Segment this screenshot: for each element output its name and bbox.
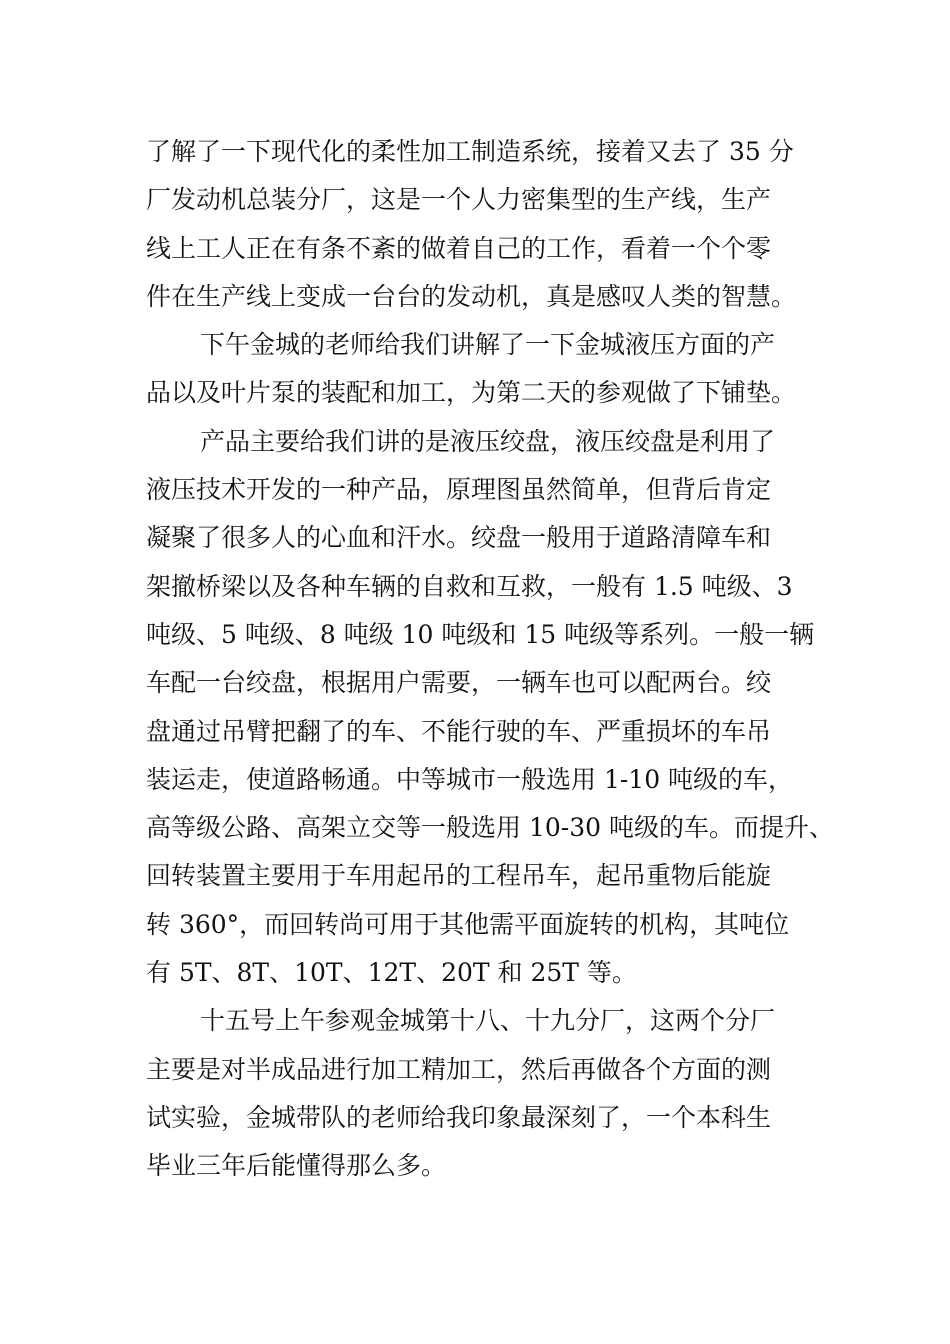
text-line: 试实验，金城带队的老师给我印象最深刻了，一个本科生 xyxy=(146,1102,772,1132)
text-line: 有 5T、8T、10T、12T、20T 和 25T 等。 xyxy=(146,958,637,988)
text-line: 转 360°，而回转尚可用于其他需平面旋转的机构，其吨位 xyxy=(146,909,790,939)
document-body xyxy=(146,128,834,1191)
paragraph-4 xyxy=(146,997,808,1190)
text-line: 十五号上午参观金城第十八、十九分厂，这两个分厂 xyxy=(200,1006,776,1036)
text-line: 凝聚了很多人的心血和汗水。绞盘一般用于道路清障车和 xyxy=(146,523,772,553)
paragraph-3 xyxy=(146,418,834,998)
text-line: 了解了一下现代化的柔性加工制造系统，接着又去了 35 分 xyxy=(146,137,794,166)
text-line: 吨级、5 吨级、8 吨级 10 吨级和 15 吨级等系列。一般一辆 xyxy=(146,619,815,649)
text-line: 产品主要给我们讲的是液压绞盘，液压绞盘是利用了 xyxy=(200,426,776,456)
text-line: 品以及叶片泵的装配和加工，为第二天的参观做了下铺垫。 xyxy=(146,378,797,408)
text-line: 高等级公路、高架立交等一般选用 10-30 吨级的车。而提升、 xyxy=(146,813,834,843)
text-line: 件在生产线上变成一台台的发动机，真是感叹人类的智慧。 xyxy=(146,281,797,311)
text-line: 毕业三年后能懂得那么多。 xyxy=(146,1151,447,1181)
text-line: 装运走，使道路畅通。中等城市一般选用 1-10 吨级的车， xyxy=(146,764,794,794)
text-line: 液压技术开发的一种产品，原理图虽然简单，但背后肯定 xyxy=(146,475,772,505)
text-line: 回转装置主要用于车用起吊的工程吊车，起吊重物后能旋 xyxy=(146,861,772,891)
paragraph-2 xyxy=(146,321,808,418)
text-line: 下午金城的老师给我们讲解了一下金城液压方面的产 xyxy=(200,330,776,360)
text-line: 主要是对半成品进行加工精加工，然后再做各个方面的测 xyxy=(146,1054,772,1084)
text-line: 架撤桥梁以及各种车辆的自救和互救，一般有 1.5 吨级、3 xyxy=(146,571,793,601)
text-line: 线上工人正在有条不紊的做着自己的工作，看着一个个零 xyxy=(146,233,772,263)
text-line: 车配一台绞盘，根据用户需要，一辆车也可以配两台。绞 xyxy=(146,668,772,698)
text-line: 盘通过吊臂把翻了的车、不能行驶的车、严重损坏的车吊 xyxy=(146,716,772,746)
paragraph-1 xyxy=(146,128,808,321)
text-line: 厂发动机总装分厂，这是一个人力密集型的生产线，生产 xyxy=(146,185,772,215)
